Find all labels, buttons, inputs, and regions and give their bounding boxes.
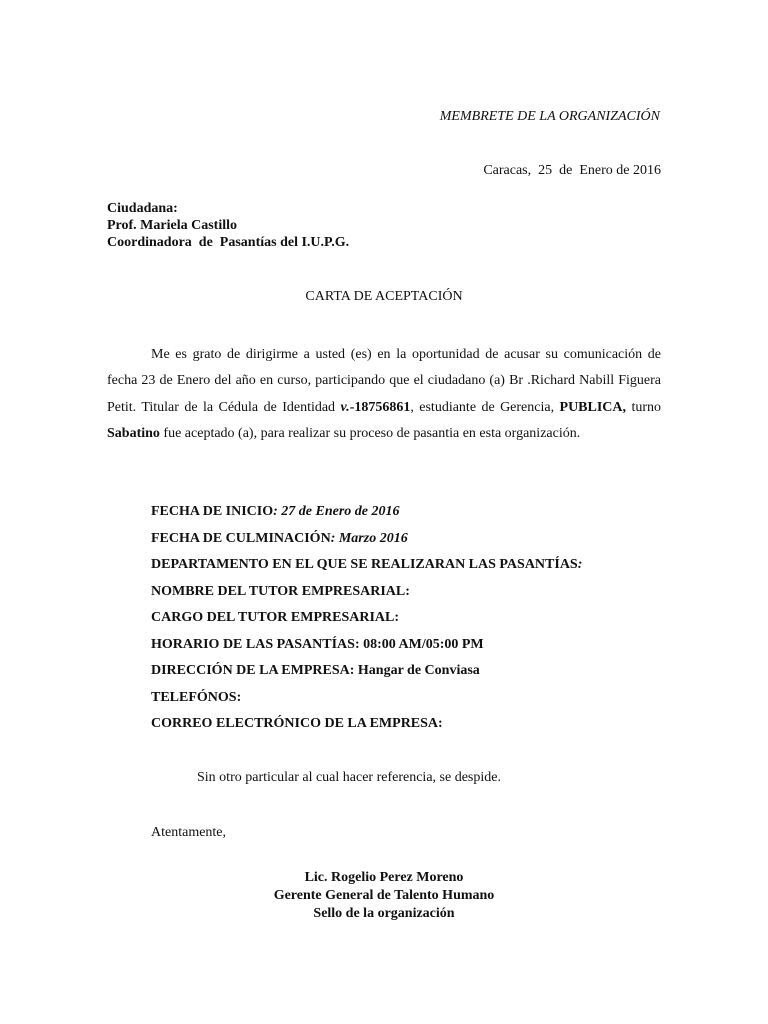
schedule-value: 08:00 AM/05:00 PM <box>363 636 484 652</box>
recipient-salutation: Ciudadana: <box>107 201 178 216</box>
recipient-name: Prof. Mariela Castillo <box>107 218 237 233</box>
letterhead: MEMBRETE DE LA ORGANIZACIÓN <box>439 109 660 124</box>
career-name: PUBLICA, <box>559 399 627 415</box>
signer-name: Lic. Rogelio Perez Moreno <box>304 870 464 885</box>
body-text-2: , estudiante de Gerencia, <box>410 399 560 415</box>
recipient-role: Coordinadora de Pasantías del I.U.P.G. <box>107 235 350 250</box>
schedule-row <box>151 632 582 659</box>
closing-line: Sin otro particular al cual hacer referencia, se despide. <box>197 770 501 785</box>
signature-block <box>0 869 768 923</box>
body-text-3: turno <box>626 399 661 415</box>
end-date-label: FECHA DE CULMINACIÓN <box>151 530 331 546</box>
start-date-row <box>151 499 582 526</box>
department-row <box>151 552 582 579</box>
body-text-1: Me es grato de dirigirme a usted (es) en la oportunidad de acusar su comunicación de fecha 23 de Enero del año en curso, participando que el ciudadano (a) Br .Richard Nabill Figuera Petit. Titular de la Cédula de Identidad <box>107 347 661 415</box>
tutor-name-row: NOMBRE DEL TUTOR EMPRESARIAL: <box>151 583 410 599</box>
shift-name: Sabatino <box>107 425 160 441</box>
regards-line: Atentamente, <box>151 825 227 840</box>
signer-role: Gerente General de Talento Humano <box>273 888 495 903</box>
end-date-value: : Marzo 2016 <box>330 530 408 546</box>
start-date-value: : 27 de Enero de 2016 <box>273 504 400 519</box>
date-line: Caracas, 25 de Enero de 2016 <box>483 163 661 178</box>
body-paragraph <box>107 342 661 447</box>
id-prefix: v. <box>340 399 350 415</box>
internship-details <box>151 499 582 738</box>
id-number: -18756861 <box>349 399 411 415</box>
address-label: DIRECCIÓN DE LA EMPRESA: <box>151 663 358 678</box>
letter-title: CARTA DE ACEPTACIÓN <box>305 289 463 304</box>
address-row <box>151 658 582 685</box>
organization-seal: Sello de la organización <box>313 906 455 921</box>
email-row: CORREO ELECTRÓNICO DE LA EMPRESA: <box>151 716 443 731</box>
phones-row: TELEFÓNOS: <box>151 689 242 705</box>
address-value: Hangar de Conviasa <box>357 663 480 678</box>
recipient-block <box>107 200 349 251</box>
department-colon: : <box>577 557 583 572</box>
department-label: DEPARTAMENTO EN EL QUE SE REALIZARAN LAS PASANTÍAS <box>151 557 578 572</box>
tutor-role-row: CARGO DEL TUTOR EMPRESARIAL: <box>151 610 400 625</box>
end-date-row <box>151 526 582 553</box>
schedule-label: HORARIO DE LAS PASANTÍAS: <box>151 636 364 652</box>
start-date-label: FECHA DE INICIO <box>151 504 274 519</box>
body-text-4: fue aceptado (a), para realizar su proceso de pasantia en esta organización. <box>159 425 581 441</box>
